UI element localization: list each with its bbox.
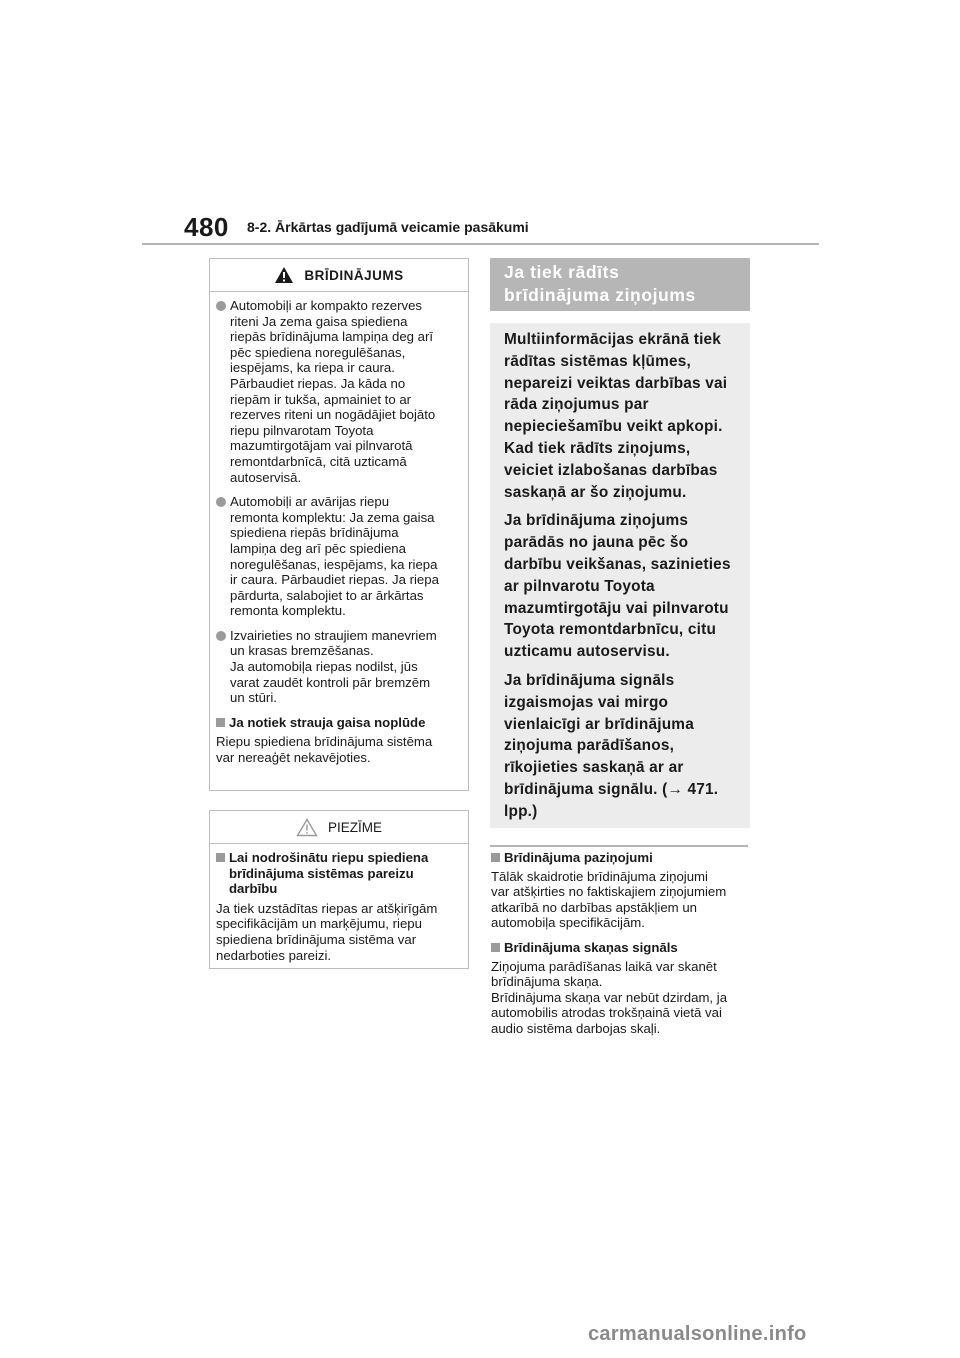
right-paragraph: Tālāk skaidrotie brīdinājuma ziņojumi var atšķirties no faktiskajiem ziņojumiem atkarībā no darbības apstākļiem un automobiļa specifikācijām. [491, 868, 727, 931]
right-paragraph: Ziņojuma parādīšanas laikā var skanēt brīdinājuma skaņa. Brīdinājuma skaņa var nebūt dzirdam, ja automobilis atrodas trokšņainā vietā vai audio sistēma darbojas skaļi. [491, 958, 728, 1036]
info-paragraph: Ja brīdinājuma signāls izgaismojas vai mirgo vienlaicīgi ar brīdinājuma ziņojuma parādīšanos, rīkojieties saskaņā ar ar brīdinājuma signālu. (→ 471. lpp.) [504, 671, 719, 820]
bullet-dot-icon [216, 301, 226, 311]
right-subheading: Brīdinājuma paziņojumi [491, 850, 753, 866]
note-text: Ja tiek uzstādītas riepas ar atšķirīgām specifikācijām un marķējumu, riepu spiediena brīdinājuma sistēma var nedarboties pareizi. [216, 900, 438, 963]
right-column-rule [490, 845, 748, 847]
page-number: 480 [184, 212, 229, 242]
bullet-dot-icon [216, 497, 226, 507]
list-item [216, 628, 460, 706]
header-rule [142, 243, 819, 245]
note-box-header [210, 811, 468, 844]
warning-triangle-icon [274, 266, 294, 284]
right-subheading: Brīdinājuma skaņas signāls [491, 940, 753, 956]
warning-box-body [210, 292, 468, 766]
bullet-text: Izvairieties no straujiem manevriem un krasas bremzēšanas. Ja automobiļa riepas nodilst, jūs varat zaudēt kontroli pār bremzēm un stūri. [230, 627, 437, 706]
bullet-text: Automobiļi ar avārijas riepu remonta komplektu: Ja zema gaisa spiediena riepās brīdinājuma lampiņa deg arī pēc spiediena noregulēšanas, iespējams, ka riepa ir caura. Pārbaudiet riepas. Ja riepa pārdurta, salabojiet to ar ārkārtas remonta komplektu. [230, 494, 439, 619]
warning-box-header [210, 259, 468, 292]
square-bullet-icon [491, 943, 500, 952]
square-bullet-icon [491, 853, 500, 862]
info-section-body [490, 323, 750, 828]
info-section-title: Ja tiek rādīts brīdinājuma ziņojums [490, 258, 750, 311]
section-title: 8-2. Ārkārtas gadījumā veicamie pasākumi [247, 219, 529, 235]
right-column-text [491, 850, 753, 1046]
note-subheading: Lai nodrošinātu riepu spiediena brīdinājuma sistēmas pareizu darbību [216, 850, 460, 897]
watermark: carmanualsonline.info [588, 1323, 807, 1345]
caution-outline-icon [296, 818, 318, 837]
warning-box [209, 258, 469, 791]
bullet-text: Automobiļi ar kompakto rezerves riteni Ja zema gaisa spiediena riepās brīdinājuma lampiņa deg arī pēc spiediena noregulēšanas, iespējams, ka riepa ir caura. Pārbaudiet riepas. Ja kāda no riepām ir tukša, apmainiet to ar rezerves riteni un nogādājiet bojāto riepu pilnvarotam Toyota mazumtirgotājam vai pilnvarotā remontdarbnīcā, citā uzticamā autoservisā. [230, 298, 436, 485]
bullet-dot-icon [216, 631, 226, 641]
square-bullet-icon [216, 718, 225, 727]
warning-title: BRĪDINĀJUMS [304, 267, 404, 283]
square-bullet-icon [216, 853, 225, 862]
list-item [216, 494, 460, 619]
note-box-body [210, 844, 468, 963]
info-paragraph: Multiinformācijas ekrānā tiek rādītas sistēmas kļūmes, nepareizi veiktas darbības vai rāda ziņojumus par nepieciešamību veikt apkopi. Kad tiek rādīts ziņojums, veiciet izlabošanas darbības saskaņā ar šo ziņojumu. [504, 331, 728, 501]
list-item [216, 298, 460, 485]
note-box [209, 810, 469, 969]
info-paragraph: Ja brīdinājuma ziņojums parādās no jauna pēc šo darbību veikšanas, sazinieties ar pilnvarotu Toyota mazumtirgotāju vai pilnvarotu Toyota remontdarbnīcu, citu uzticamu autoservisu. [504, 512, 731, 661]
warning-subtext: Riepu spiediena brīdinājuma sistēma var nereaģēt nekavējoties. [216, 734, 433, 766]
note-title: PIEZĪME [327, 819, 382, 835]
warning-subheading: Ja notiek strauja gaisa noplūde [216, 715, 460, 731]
